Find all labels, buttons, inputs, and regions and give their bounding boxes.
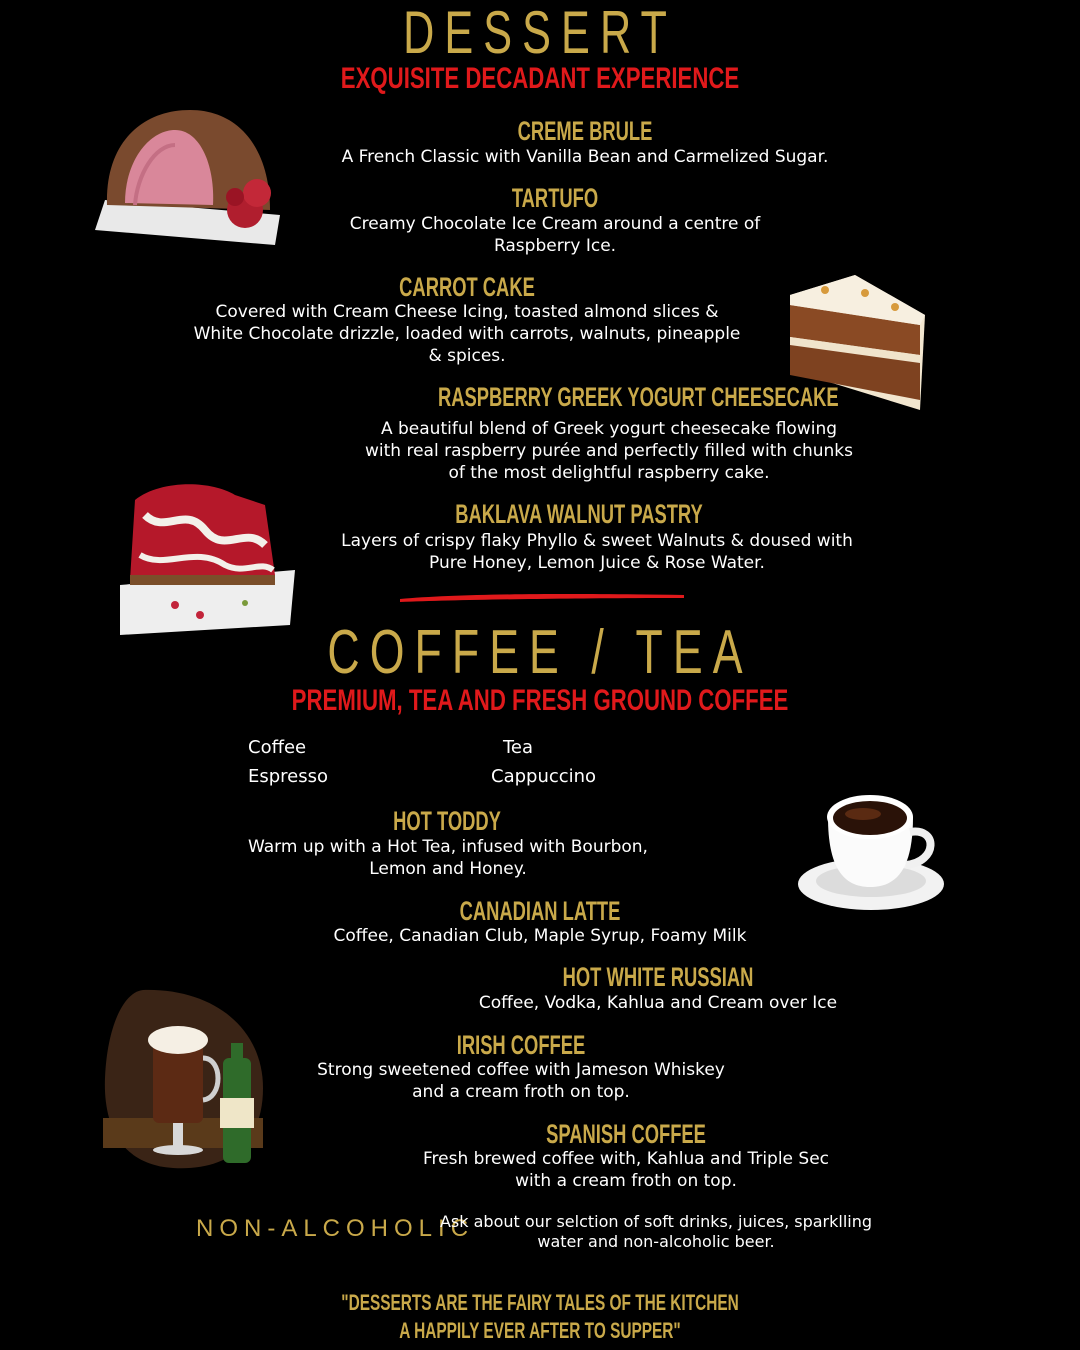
- item-name-raspberry-cheesecake: RASPBERRY GREEK YOGURT CHEESECAKE: [438, 382, 839, 412]
- item-name-spanish-coffee: SPANISH COFFEE: [546, 1119, 706, 1149]
- simple-item-cappuccino: Cappuccino: [491, 766, 597, 787]
- quote-line-2: A HAPPILY EVER AFTER TO SUPPER": [399, 1318, 681, 1343]
- item-name-tartufo: TARTUFO: [511, 183, 599, 213]
- item-name-hot-toddy: HOT TODDY: [393, 806, 501, 836]
- coffee-cup-image: [798, 787, 948, 915]
- item-desc-irish-coffee: Strong sweetened coffee with Jameson Whiskey and a cream froth on top.: [317, 1060, 725, 1102]
- item-name-canadian-latte: CANADIAN LATTE: [459, 896, 621, 926]
- item-desc-hot-toddy: Warm up with a Hot Tea, infused with Bourbon, Lemon and Honey.: [248, 837, 648, 879]
- item-name-baklava: BAKLAVA WALNUT PASTRY: [455, 499, 703, 529]
- item-desc-hot-white-russian: Coffee, Vodka, Kahlua and Cream over Ice: [478, 993, 838, 1013]
- item-desc-tartufo: Creamy Chocolate Ice Cream around a centre of Raspberry Ice.: [349, 214, 761, 256]
- item-desc-raspberry-cheesecake: A beautiful blend of Greek yogurt cheesecake flowing with real raspberry purée and perfectly filled with chunks of the most delightful raspberry cake.: [365, 419, 853, 483]
- item-name-hot-white-russian: HOT WHITE RUSSIAN: [562, 962, 754, 992]
- simple-item-tea: Tea: [503, 737, 534, 758]
- item-desc-creme-brule: A French Classic with Vanilla Bean and Carmelized Sugar.: [341, 147, 829, 167]
- coffee-subtitle: PREMIUM, TEA AND FRESH GROUND COFFEE: [291, 684, 789, 717]
- coffee-title: COFFEE / TEA: [327, 618, 753, 687]
- item-desc-baklava: Layers of crispy flaky Phyllo & sweet Walnuts & doused with Pure Honey, Lemon Juice & Rose Water.: [341, 531, 853, 573]
- item-name-carrot-cake: CARROT CAKE: [399, 272, 535, 302]
- quote-line-1: "DESSERTS ARE THE FAIRY TALES OF THE KITCHEN: [341, 1290, 739, 1315]
- simple-item-coffee: Coffee: [248, 737, 307, 758]
- cheesecake-image: [115, 475, 300, 640]
- item-desc-spanish-coffee: Fresh brewed coffee with, Kahlua and Triple Sec with a cream froth on top.: [422, 1149, 830, 1191]
- item-desc-carrot-cake: Covered with Cream Cheese Icing, toasted almond slices & White Chocolate drizzle, loaded with carrots, walnuts, pineapple & spices.: [193, 302, 741, 366]
- dessert-title: DESSERT: [403, 0, 677, 66]
- dessert-subtitle: EXQUISITE DECADANT EXPERIENCE: [340, 62, 740, 95]
- non-alcoholic-desc: Ask about our selction of soft drinks, juices, sparklling water and non-alcoholic beer.: [439, 1212, 873, 1251]
- item-name-irish-coffee: IRISH COFFEE: [456, 1030, 586, 1060]
- item-desc-canadian-latte: Coffee, Canadian Club, Maple Syrup, Foamy Milk: [333, 926, 747, 946]
- simple-item-espresso: Espresso: [248, 766, 329, 787]
- red-divider: [398, 590, 686, 604]
- item-name-creme-brule: CREME BRULE: [517, 116, 653, 146]
- non-alcoholic-label: NON-ALCOHOLIC: [196, 1215, 475, 1242]
